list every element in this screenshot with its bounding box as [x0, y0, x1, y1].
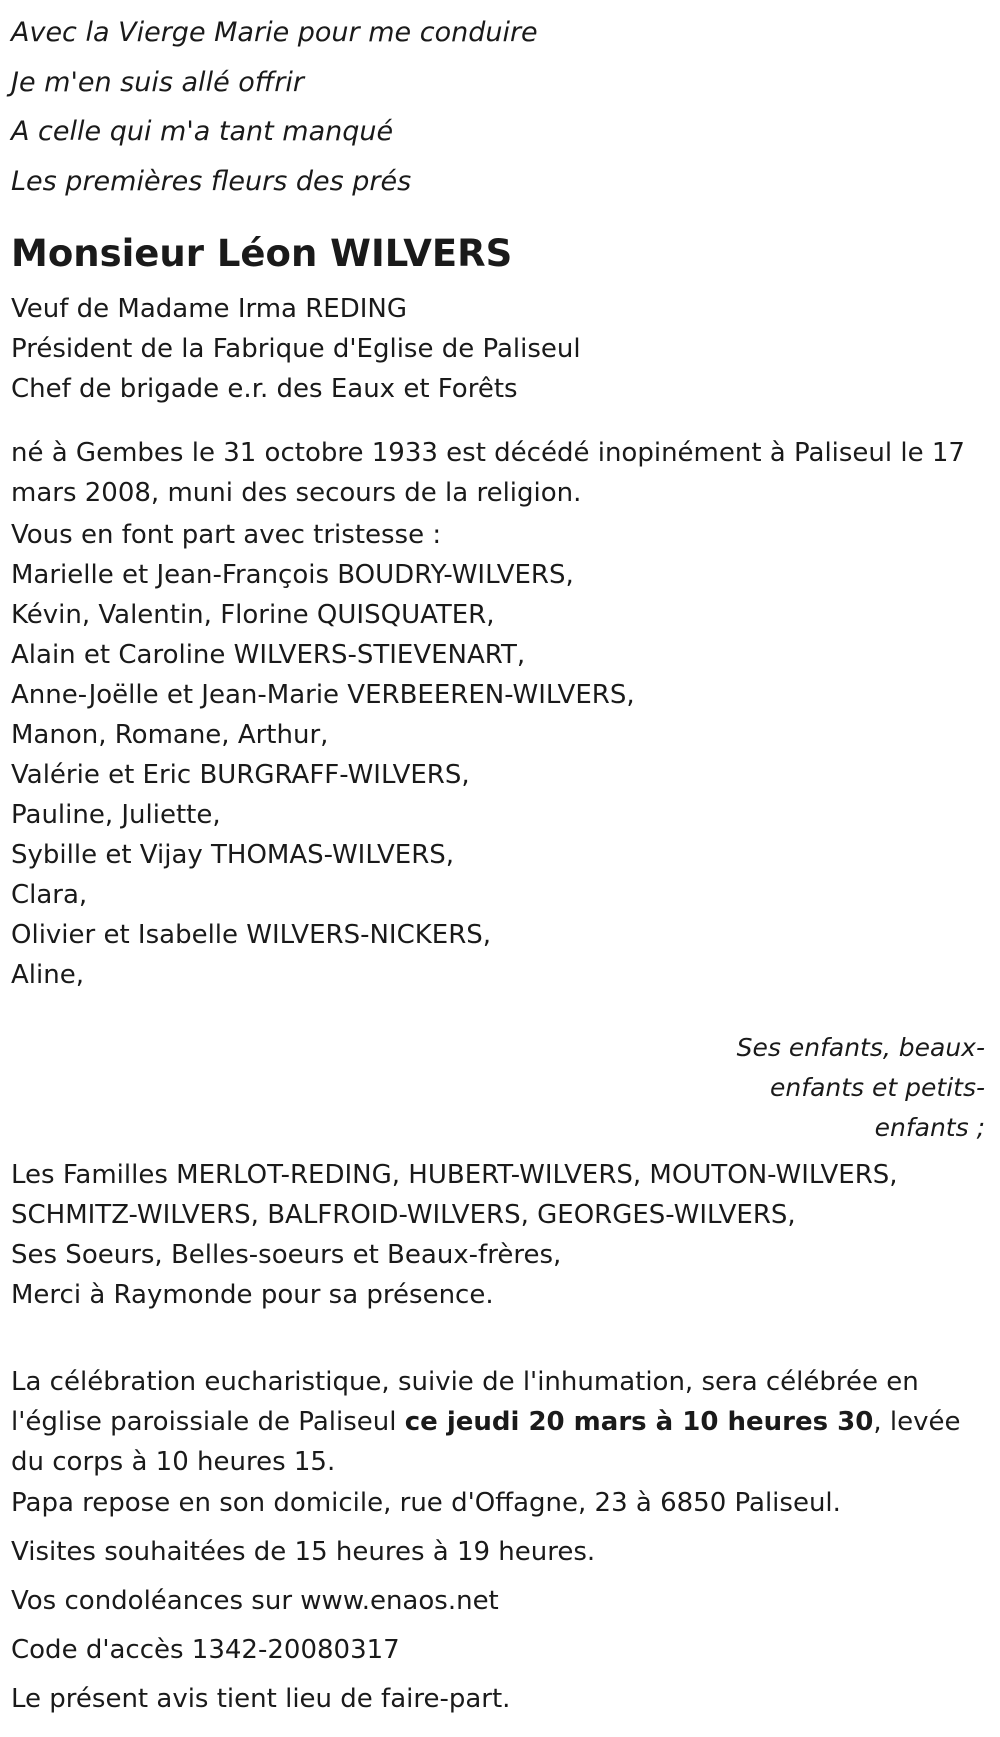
title-line: Veuf de Madame Irma REDING	[11, 294, 408, 324]
other-families: Les Familles MERLOT-REDING, HUBERT-WILVERS, MOUTON-WILVERS, SCHMITZ-WILVERS, BALFROID-WILVERS, GEORGES-WILVERS,	[11, 1160, 898, 1230]
family-line: Valérie et Eric BURGRAFF-WILVERS,	[11, 760, 470, 790]
deceased-titles	[11, 289, 581, 409]
thanks-line: Merci à Raymonde pour sa présence.	[11, 1280, 494, 1310]
access-code: Code d'accès 1342-20080317	[11, 1635, 400, 1665]
family-line: Pauline, Juliette,	[11, 800, 221, 830]
family-line: Manon, Romane, Arthur,	[11, 720, 329, 750]
poem-line: Avec la Vierge Marie pour me conduire	[11, 17, 538, 48]
family-line: Alain et Caroline WILVERS-STIEVENART,	[11, 640, 526, 670]
poem-line: Les premières fleurs des prés	[11, 165, 412, 197]
condolences-line: Vos condoléances sur www.enaos.net	[11, 1586, 499, 1616]
family-line: Sybille et Vijay THOMAS-WILVERS,	[11, 840, 455, 870]
family-line: Clara,	[11, 880, 88, 910]
siblings-line: Ses Soeurs, Belles-soeurs et Beaux-frères,	[11, 1240, 562, 1270]
family-line: Kévin, Valentin, Florine QUISQUATER,	[11, 600, 495, 630]
family-role-caption: Ses enfants, beaux-enfants et petits-enfants ;	[736, 1033, 985, 1142]
ceremony-datetime: ce jeudi 20 mars à 10 heures 30	[404, 1407, 874, 1437]
rest-location: Papa repose en son domicile, rue d'Offagne, 23 à 6850 Paliseul.	[11, 1488, 841, 1518]
closing-family-lines	[11, 1235, 561, 1315]
poem-line: Je m'en suis allé offrir	[11, 66, 304, 98]
birth-death-paragraph: né à Gembes le 31 octobre 1933 est décédé inopinément à Paliseul le 17 mars 2008, muni des secours de la religion.	[11, 438, 965, 508]
poem	[11, 8, 538, 206]
announce-intro: Vous en font part avec tristesse :	[11, 520, 442, 550]
family-line: Anne-Joëlle et Jean-Marie VERBEEREN-WILVERS,	[11, 680, 635, 710]
notice-line: Le présent avis tient lieu de faire-part.	[11, 1684, 511, 1714]
title-line: Président de la Fabrique d'Eglise de Paliseul	[11, 334, 581, 364]
visit-hours: Visites souhaitées de 15 heures à 19 heures.	[11, 1537, 596, 1567]
poem-line: A celle qui m'a tant manqué	[11, 116, 394, 147]
family-line: Olivier et Isabelle WILVERS-NICKERS,	[11, 920, 492, 950]
family-line: Marielle et Jean-François BOUDRY-WILVERS,	[11, 560, 574, 590]
deceased-name: Monsieur Léon WILVERS	[11, 232, 513, 275]
family-list	[11, 515, 635, 995]
title-line: Chef de brigade e.r. des Eaux et Forêts	[11, 374, 518, 404]
family-line: Aline,	[11, 960, 84, 990]
ceremony-paragraph	[11, 1362, 991, 1482]
ceremony-text-end: , levée du corps à 10 heures 15.	[11, 1407, 961, 1477]
ceremony-text: La célébration eucharistique, suivie de l'inhumation, sera célébrée en l'église paroissiale de Paliseul	[11, 1367, 919, 1437]
